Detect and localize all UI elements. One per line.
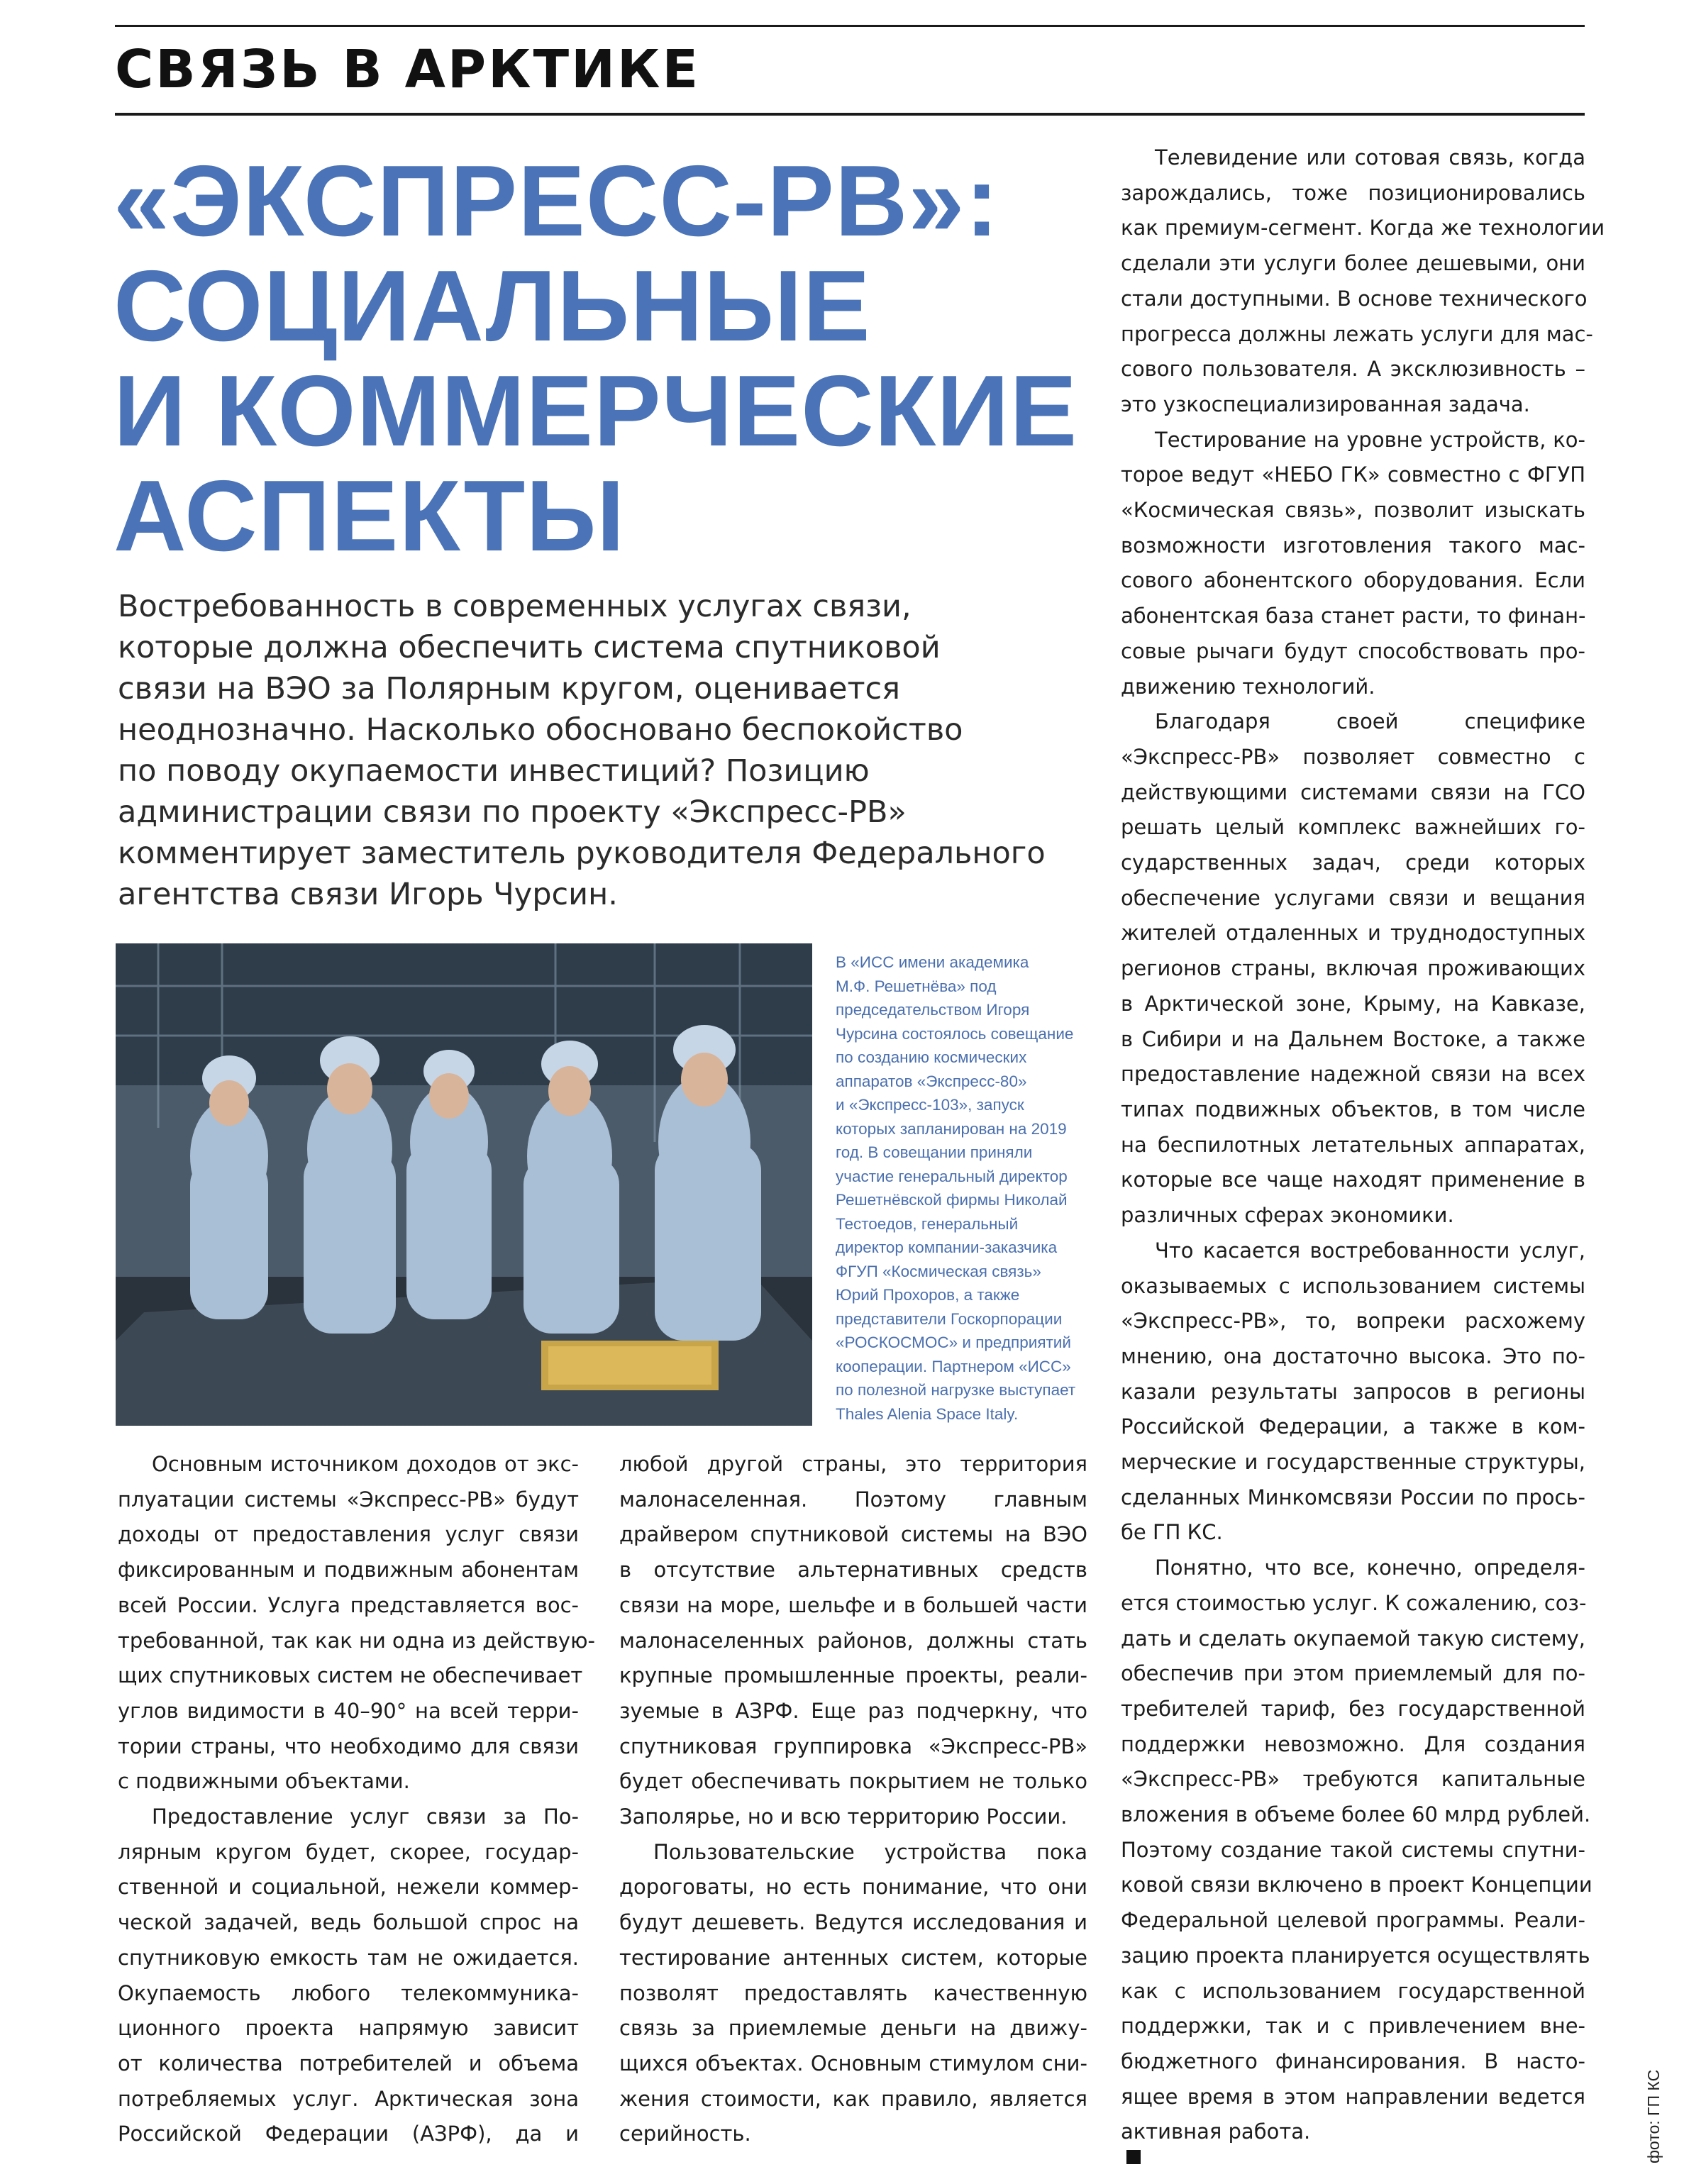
body-line: тории страны, что необходимо для связи [118,1734,579,1758]
body-line: тестирование антенных систем, которые [619,1945,1087,1970]
body-line: спутниковую емкость там не ожидается. [118,1945,579,1970]
caption-line: Решетнёвской фирмы Николай [836,1191,1068,1209]
headline-line: И КОММЕРЧЕСКИЕ [113,355,1078,467]
body-line: дать и сделать окупаемой такую систему, [1121,1626,1585,1651]
body-line: «Экспресс-РВ» требуются капитальные [1121,1767,1585,1792]
body-line: щих спутниковых систем не обеспечивает [118,1663,583,1688]
body-line: Понятно, что все, конечно, определя- [1155,1556,1585,1580]
body-line: серийность. [619,2122,751,2146]
body-line: «Экспресс-РВ» позволяет совместно с [1121,744,1585,769]
body-line: в Арктической зоне, Крыму, на Кавказе, [1121,991,1585,1016]
body-line: поддержки, так и с привлечением вне- [1121,2014,1585,2039]
body-line: движению технологий. [1121,674,1375,699]
body-line: активная работа. [1121,2119,1311,2144]
body-line: торое ведут «НЕБО ГК» совместно с ФГУП [1121,462,1585,487]
caption-line: аппаратов «Экспресс-80» [836,1072,1027,1090]
body-line: казали результаты запросов в регионы [1121,1379,1585,1404]
lead-line: агентства связи Игорь Чурсин. [118,877,618,912]
body-line: Заполярье, но и всю территорию России. [619,1805,1068,1829]
body-line: бе ГП КС. [1121,1520,1223,1545]
body-line: связь за приемлемые деньги на движу- [619,2016,1087,2041]
body-line: возможности изготовления такого мас- [1121,533,1585,558]
body-line: Федеральной целевой программы. Реали- [1121,1908,1585,1933]
body-line: доходы от предоставления услуг связи [118,1522,579,1547]
caption-line: Тестоедов, генеральный [836,1214,1019,1233]
photo-caption [836,950,1091,1426]
caption-line: по созданию космических [836,1048,1027,1066]
body-line: ется стоимостью услуг. К сожалению, соз- [1121,1590,1587,1615]
lead-line: неоднозначно. Насколько обосновано беспокойство [118,712,963,748]
lead-line: по поводу окупаемости инвестиций? Позицию [118,753,870,789]
body-line: ковой связи включено в проект Концепции [1121,1873,1592,1897]
body-line: типах подвижных объектов, в том числе [1121,1097,1585,1121]
body-line: поддержки невозможно. Для создания [1121,1731,1585,1756]
body-line: как премиум-сегмент. Когда же технологии [1121,216,1605,240]
body-line: фиксированным и подвижным абонентам [118,1558,579,1582]
meeting-photo [116,943,812,1426]
body-line: малонаселенная. Поэтому главным [619,1487,1087,1512]
caption-line: и «Экспресс-103», запуск [836,1096,1024,1114]
caption-line: кооперации. Партнером «ИСС» [836,1357,1071,1375]
body-column-2 [619,1447,1087,2152]
caption-line: председательством Игоря [836,1001,1030,1019]
body-line: обеспечение услугами связи и вещания [1121,885,1585,910]
body-line: зацию проекта планируется осуществлять [1121,1943,1590,1968]
lead-line: администрации связи по проекту «Экспресс-РВ» [118,794,907,830]
body-line: ционного проекта напрямую зависит [118,2016,579,2041]
body-line: как с использованием государственной [1121,1978,1585,2003]
body-line: жения стоимости, как правило, является [619,2086,1087,2111]
section-rule [115,113,1585,116]
body-line: сударственных задач, среди которых [1121,850,1585,875]
body-line: крупные промышленные проекты, реали- [619,1663,1087,1688]
caption-line: участие генеральный директор [836,1167,1068,1185]
lead-paragraph [118,586,1097,915]
caption-line: ФГУП «Космическая связь» [836,1262,1041,1280]
body-line: потребляемых услуг. Арктическая зона [118,2086,579,2111]
body-line: решать целый комплекс важнейших го- [1121,815,1585,840]
caption-line: Чурсина состоялось совещание [836,1024,1074,1043]
caption-line: по полезной нагрузке выступает [836,1381,1076,1399]
body-line: вложения в объеме более 60 млрд рублей. [1121,1802,1591,1827]
body-line: драйвером спутниковой системы на ВЭО [619,1522,1087,1547]
body-line-final [1121,2114,1585,2164]
body-line: сделанных Минкомсвязи России по прось- [1121,1485,1585,1509]
body-line: позволят предоставлять качественную [619,1980,1087,2005]
body-line: требителей тариф, без государственной [1121,1696,1585,1721]
body-line: зарождались, тоже позиционировались [1121,180,1585,205]
body-line: Окупаемость любого телекоммуника- [118,1980,579,2005]
body-line: будет обеспечивать покрытием не только [619,1769,1087,1794]
body-line: Предоставление услуг связи за По- [152,1805,579,1829]
lead-line: связи на ВЭО за Полярным кругом, оценивается [118,671,901,706]
body-line: различных сферах экономики. [1121,1203,1454,1228]
body-line: обеспечив при этом приемлемый для по- [1121,1661,1585,1686]
body-line: Российской Федерации, а также в ком- [1121,1414,1585,1439]
body-line: лярным кругом будет, скорее, государ- [118,1839,579,1864]
body-line: оказываемых с использованием системы [1121,1273,1585,1298]
body-line: в Сибири и на Дальнем Востоке, а также [1121,1026,1585,1051]
body-line: Что касается востребованности услуг, [1155,1238,1585,1263]
body-line: сделали эти услуги более дешевыми, они [1121,251,1585,276]
caption-line: директор компании-заказчика [836,1238,1058,1256]
caption-line: Thales Alenia Space Italy. [836,1404,1019,1423]
headline-line: «ЭКСПРЕСС-РВ»: [113,145,999,257]
photo-credit [1644,2043,1673,2171]
body-column-3 [1121,140,1605,2164]
body-line: «Космическая связь», позволит изыскать [1121,498,1585,523]
body-line: предоставление надежной связи на всех [1121,1062,1585,1087]
body-line: на беспилотных летательных аппаратах, [1121,1132,1585,1157]
body-line: углов видимости в 40–90° на всей терри- [118,1698,579,1723]
end-of-article-mark [1126,2150,1141,2164]
body-line: прогресса должны лежать услуги для мас- [1121,321,1593,346]
body-line: ческой задачей, ведь большой спрос на [118,1910,579,1935]
body-line: это узкоспециализированная задача. [1121,392,1530,416]
body-line: ящее время в этом направлении ведется [1121,2084,1585,2109]
body-line: Телевидение или сотовая связь, когда [1155,145,1585,170]
body-line: абонентская база станет расти, то финан- [1121,604,1586,628]
body-line: регионов страны, включая проживающих [1121,956,1585,981]
body-line: Основным источником доходов от экс- [152,1452,579,1476]
body-line: щихся объектах. Основным стимулом сни- [619,2051,1087,2075]
body-line: плуатации системы «Экспресс-РВ» будут [118,1487,579,1512]
body-column-1 [118,1447,595,2152]
section-title: СВЯЗЬ В АРКТИКЕ [115,39,701,100]
body-line: Российской Федерации (АЗРФ), да и [118,2122,579,2146]
caption-line: М.Ф. Решетнёва» под [836,977,997,995]
body-line: ственной и социальной, нежели коммер- [118,1875,579,1900]
body-line: бюджетного финансирования. В насто- [1121,2049,1585,2073]
body-line: дороговаты, но есть понимание, что они [619,1875,1087,1900]
body-line: зуемые в АЗРФ. Еще раз подчеркну, что [619,1698,1087,1723]
caption-line: «РОСКОСМОС» и предприятий [836,1334,1071,1351]
body-line: любой другой страны, это территория [619,1452,1087,1476]
body-line: связи на море, шельфе и в большей части [619,1592,1087,1617]
body-line: «Экспресс-РВ», то, вопреки расхожему [1121,1309,1585,1334]
lead-line: Востребованность в современных услугах связи, [118,589,912,624]
caption-line: которых запланирован на 2019 [836,1119,1067,1138]
body-line: стали доступными. В основе технического [1121,286,1588,311]
body-line: будут дешеветь. Ведутся исследования и [619,1910,1087,1935]
body-line: малонаселенных районов, должны стать [619,1628,1087,1653]
body-line: в отсутствие альтернативных средств [619,1558,1087,1582]
body-line: мерческие и государственные структуры, [1121,1450,1585,1475]
body-line: жителей отдаленных и труднодоступных [1121,921,1585,946]
headline-line: СОЦИАЛЬНЫЕ [113,250,871,362]
body-line: действующими системами связи на ГСО [1121,780,1585,804]
photo-credit-text: фото: ГП КС [1644,2069,1663,2163]
body-line: сового пользователя. А эксклюзивность – [1121,357,1585,382]
caption-line: год. В совещании приняли [836,1143,1033,1161]
body-line: от количества потребителей и объема [118,2051,579,2075]
body-line: требованной, так как ни одна из действую- [118,1628,595,1653]
caption-line: представители Госкорпорации [836,1309,1063,1328]
body-line: совые рычаги будут способствовать про- [1121,638,1585,663]
body-line: спутниковая группировка «Экспресс-РВ» [619,1734,1087,1758]
body-line: которые все чаще находят применение в [1121,1168,1585,1192]
body-line: с подвижными объектами. [118,1769,410,1794]
body-line: всей России. Услуга представляется вос- [118,1592,579,1617]
body-line: Тестирование на уровне устройств, ко- [1155,427,1585,452]
body-line: Пользовательские устройства пока [653,1839,1087,1864]
top-rule [115,25,1585,27]
caption-line: В «ИСС имени академика [836,953,1029,971]
lead-line: которые должна обеспечить система спутниковой [118,630,941,665]
body-line: мнению, она достаточно высока. Это по- [1121,1343,1585,1368]
body-line: Благодаря своей специфике [1155,709,1585,734]
body-line: Поэтому создание такой системы спутни- [1121,1837,1585,1862]
caption-line: Юрий Прохоров, а также [836,1286,1020,1304]
headline [113,145,1107,572]
lead-line: комментирует заместитель руководителя Федерального [118,836,1046,871]
body-line: сового абонентского оборудования. Если [1121,568,1585,593]
headline-line: АСПЕКТЫ [113,460,626,572]
meeting-photo-illustration [116,943,812,1426]
